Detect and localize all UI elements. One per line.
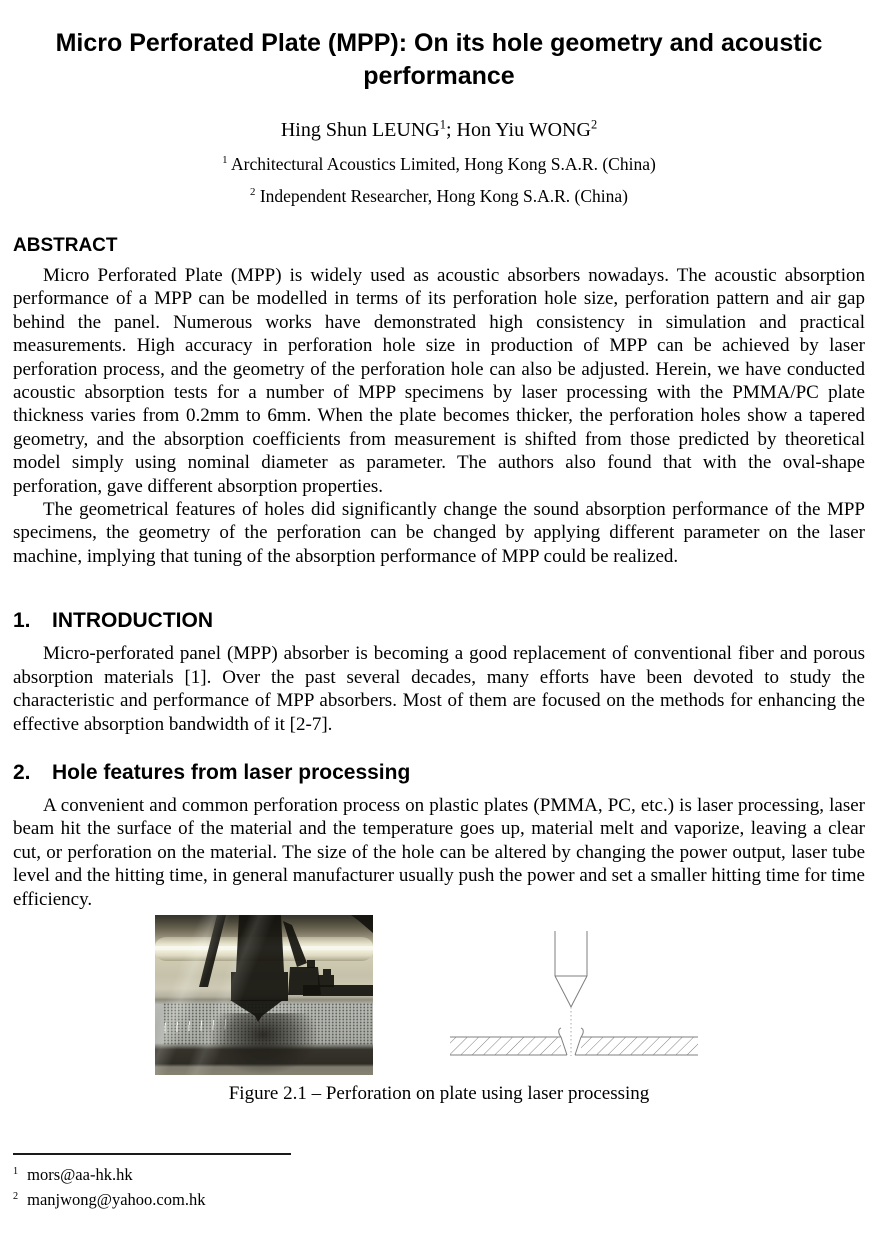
section-2-title: Hole features from laser processing bbox=[52, 760, 411, 784]
affiliation-2-text: Independent Researcher, Hong Kong S.A.R. (China) bbox=[259, 186, 628, 206]
paper-title: Micro Perforated Plate (MPP): On its hole geometry and acoustic performance bbox=[55, 29, 823, 90]
hatch-left bbox=[450, 1037, 561, 1054]
footnote-2-superscript: 2 bbox=[13, 1190, 19, 1202]
footnote-area bbox=[13, 1153, 291, 1212]
section-1-paragraph: Micro-perforated panel (MPP) absorber is becoming a good replacement of conventional fiber and porous absorption materials [1]. Over the past several decades, many efforts have been devoted to study the characteristic and performance of MPP absorbers. Most of them are focused on the methods for enhancing the effective absorption bandwidth of it [2-7]. bbox=[13, 643, 865, 735]
author-1: Hing Shun LEUNG bbox=[280, 119, 440, 141]
section-1-number: 1. bbox=[13, 609, 31, 633]
page-content bbox=[0, 27, 878, 1106]
author-2-superscript: 2 bbox=[590, 117, 598, 132]
affiliation-2-superscript: 2 bbox=[250, 186, 256, 199]
abstract-heading: ABSTRACT bbox=[13, 235, 118, 256]
figure-caption: Figure 2.1 – Perforation on plate using laser processing bbox=[228, 1082, 650, 1104]
author-line bbox=[13, 118, 865, 143]
laser-perforation-diagram bbox=[440, 917, 710, 1075]
author-2: Hon Yiu WONG bbox=[456, 119, 591, 141]
author-separator: ; bbox=[445, 119, 457, 141]
affiliation-2 bbox=[13, 185, 865, 207]
section-2-number: 2. bbox=[13, 760, 31, 784]
author-1-superscript: 1 bbox=[439, 117, 446, 132]
abstract-paragraph-1: Micro Perforated Plate (MPP) is widely used as acoustic absorbers nowadays. The acoustic absorption performance of a MPP can be modelled in terms of its perforation hole size, perforation pattern and air gap behind the panel. Numerous works have demonstrated high consistency in simulation and practical measurements. High accuracy in perforation hole size in production of MPP can be achieved by laser perforation process, and the geometry of the perforation hole can also be adjusted. Herein, we have conducted acoustic absorption tests for a number of MPP specimens by laser processing with the PMMA/PC plate thickness varies from 0.2mm to 6mm. When the plate becomes thicker, the perforation holes show a tapered geometry, and the absorption coefficients from measurement is shifted from those predicted by theoretical model simply using nominal diameter as parameter. The authors also found that with the oval-shape perforation, gave different absorption properties. bbox=[13, 265, 865, 497]
lens-flare bbox=[155, 915, 373, 1075]
abstract-paragraph-2: The geometrical features of holes did significantly change the sound absorption performance of the MPP specimens, the geometry of the perforation can be changed by applying different parameter on the laser machine, implying that tuning of the absorption performance of MPP could be realized. bbox=[13, 499, 865, 567]
footnote-2-email: manjwong@yahoo.com.hk bbox=[27, 1190, 206, 1209]
nozzle-cone bbox=[555, 976, 587, 1007]
figure-2-1 bbox=[13, 915, 865, 1076]
nozzle-cylinder bbox=[555, 931, 587, 976]
footnote-2 bbox=[13, 1187, 291, 1212]
affiliation-1 bbox=[13, 153, 865, 175]
footnote-1-email: mors@aa-hk.hk bbox=[27, 1165, 133, 1184]
affiliation-1-superscript: 1 bbox=[222, 154, 228, 167]
affiliation-1-text: Architectural Acoustics Limited, Hong Kong S.A.R. (China) bbox=[231, 154, 656, 174]
section-2-heading bbox=[13, 760, 865, 786]
hatch-right bbox=[581, 1037, 698, 1054]
laser-machine-photo bbox=[155, 915, 373, 1075]
footnote-rule bbox=[13, 1153, 291, 1155]
footnote-1 bbox=[13, 1162, 291, 1187]
section-1-title: INTRODUCTION bbox=[52, 609, 213, 633]
section-2-paragraph: A convenient and common perforation process on plastic plates (PMMA, PC, etc.) is laser processing, laser beam hit the surface of the material and the temperature goes up, material melt and vaporize, leaving a clear cut, or perforation on the material. The size of the hole can be altered by changing the power output, laser tube level and the hitting time, in general manufacturer usually push the power and set a smaller hitting time for time efficiency. bbox=[13, 794, 865, 910]
section-1-heading bbox=[13, 608, 865, 634]
footnote-1-superscript: 1 bbox=[13, 1165, 19, 1177]
